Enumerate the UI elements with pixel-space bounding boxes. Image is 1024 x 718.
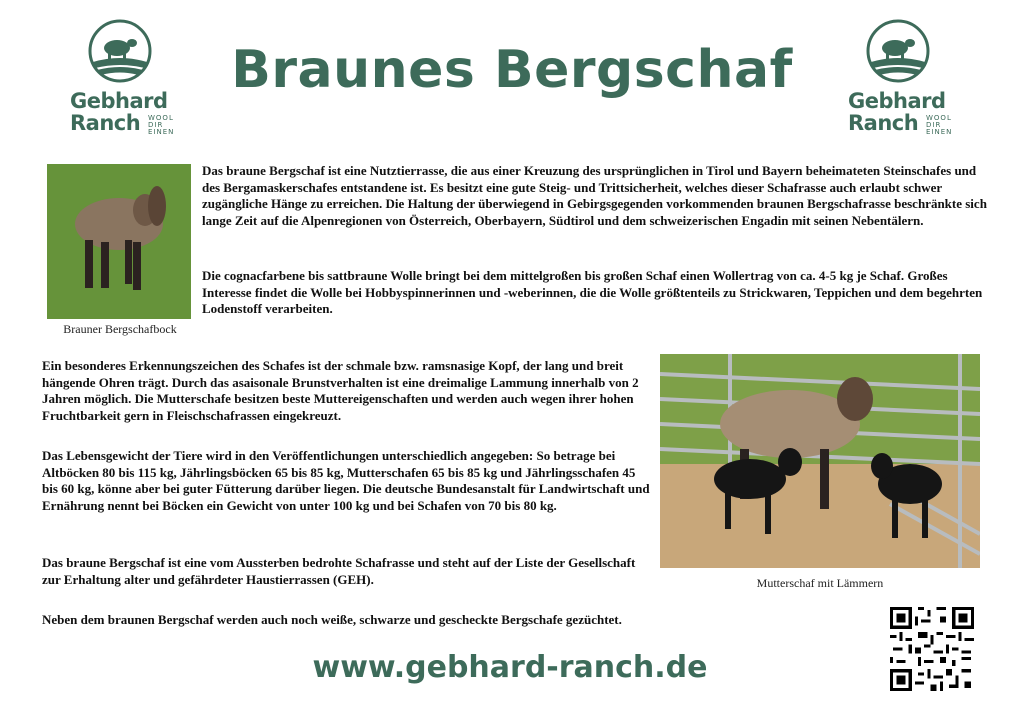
paragraph-features: Ein besonderes Erkennungszeichen des Schafes ist der schmale bzw. ramsnasige Kopf, der lang und breit hängende Ohren trägt. Durch das asaisonale Brunstverhalten ist eine dreimalige Lammung innerhalb von 2 Jahren möglich. Die Mutterschafe besitzen beste Muttereigenschaften und werden auch wegen ihrer hohen Fruchtbarkeit gern in Fleischschafrassen eingekreuzt. [42, 358, 639, 423]
paragraph-origin: Das braune Bergschaf ist eine Nutztierrasse, die aus einer Kreuzung des ursprünglichen in Tirol und Bayern beheimateten Steinschafes und des Bergamaskerschafes entstandene ist. Es besitzt eine gute Steig- und Trittsicherheit, welches dieser Schafrasse auch erlaubt schwer zugängliche Hänge zu erreichen. Die Haltung der überwiegend in Gebirgsgegenden vorkommenden braunen Bergschafrasse beschränkte sich lange Zeit auf die Alpenregionen von Österreich, Oberbayern, Südtirol und dem schweizerischen Engadin mit seinen Nebentälern. [202, 163, 987, 228]
logo-tagline: WOOL DIR EINEN [926, 114, 953, 136]
logo-name-ranch: Ranch [848, 111, 919, 135]
paragraph-variants: Neben dem braunen Bergschaf werden auch noch weiße, schwarze und gescheckte Bergschafe gezüchtet. [42, 612, 622, 627]
ram-photo-caption: Brauner Bergschafbock [63, 322, 177, 336]
ram-photo [47, 164, 191, 319]
paragraph-wool: Die cognacfarbene bis sattbraune Wolle bringt bei dem mittelgroßen bis großen Schaf einen Wollertrag von ca. 4-5 kg je Schaf. Großes Interesse findet die Wolle bei Hobbyspinnerinnen und -weberinnen, die die Wolle größtenteils zu Strickwaren, Teppichen und dem begehrten Lodenstoff verarbeiten. [202, 268, 983, 316]
sheep-logo-icon [87, 18, 153, 84]
logo-name: Gebhard [848, 89, 946, 113]
ewe-photo-caption: Mutterschaf mit Lämmern [756, 576, 884, 590]
logo-tagline: WOOL DIR EINEN [148, 114, 175, 136]
logo-name-ranch: Ranch [70, 111, 141, 135]
qr-code-icon[interactable] [887, 604, 977, 694]
page-title: Braunes Bergschaf [231, 40, 793, 100]
ewe-with-lambs-photo [660, 354, 980, 568]
sheep-logo-icon [865, 18, 931, 84]
logo-right [838, 18, 958, 148]
logo-left [60, 18, 180, 148]
paragraph-weight: Das Lebensgewicht der Tiere wird in den Veröffentlichungen unterschiedlich angegeben: So betrage bei Altböcken 80 bis 115 kg, Jährlingsböcken 65 bis 85 kg, Mutterschafen 65 bis 85 kg und Jährlingsschafen 45 bis 60 kg, könne aber bei guter Fütterung darüber liegen. Die deutsche Bundesanstalt für Landwirtschaft und Ernährung nennt bei Böcken ein Gewicht von unter 100 kg und bei Schafen von 70 bis 80 kg. [42, 448, 650, 513]
website-url[interactable]: www.gebhard-ranch.de [312, 650, 708, 685]
paragraph-endangered: Das braune Bergschaf ist eine vom Aussterben bedrohte Schafrasse und steht auf der Liste der Gesellschaft zur Erhaltung alter und gefährdeter Haustierrassen (GEH). [42, 555, 636, 587]
logo-name: Gebhard [70, 89, 168, 113]
